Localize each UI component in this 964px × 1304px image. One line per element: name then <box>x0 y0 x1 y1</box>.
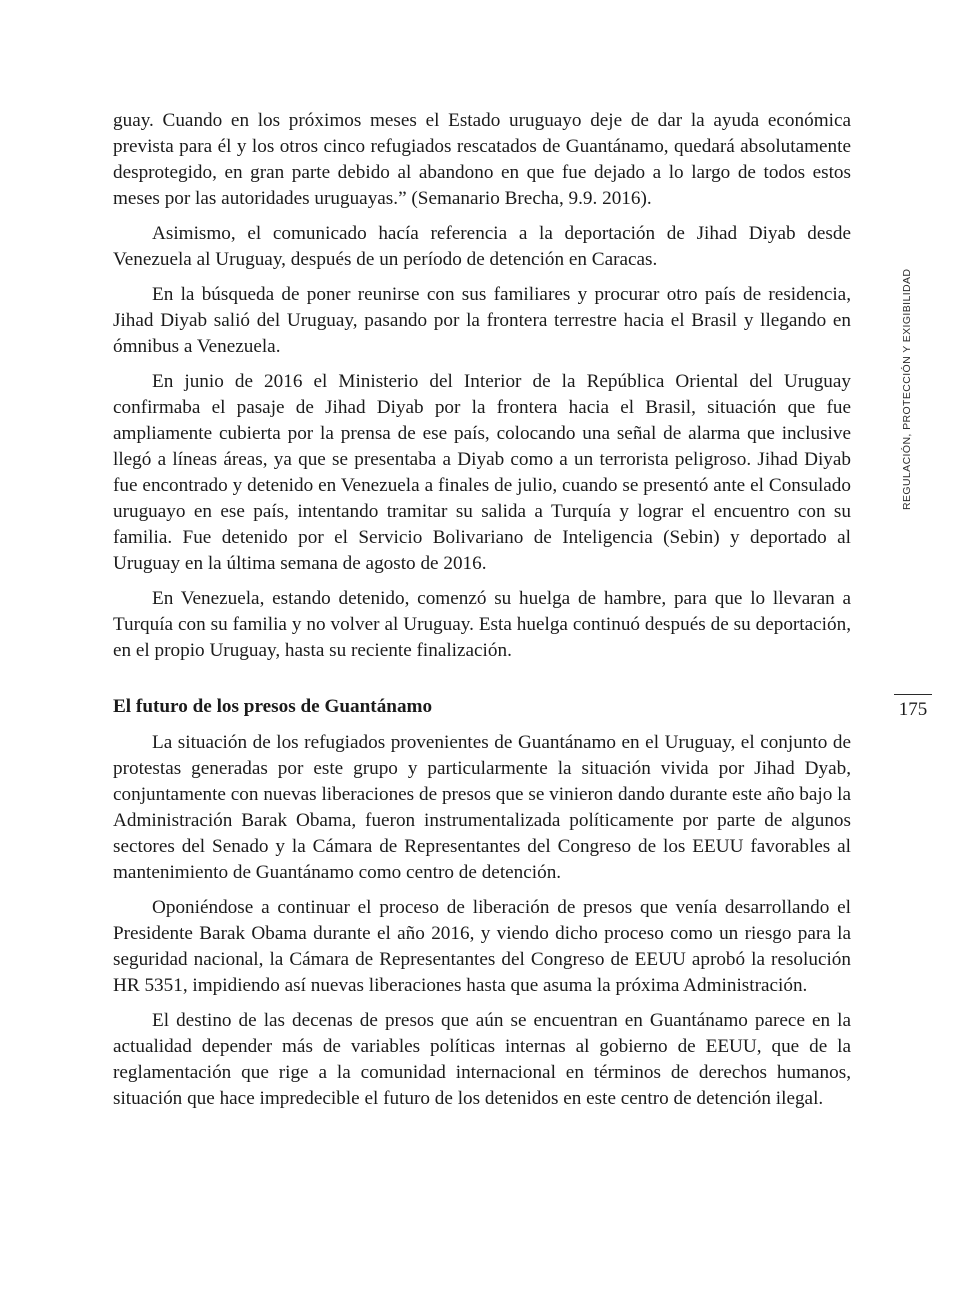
paragraph-continuation: guay. Cuando en los próximos meses el Estado uruguayo deje de dar la ayuda económica prevista para él y los otros cinco refugiados rescatados de Guantánamo, quedará absolutamente desprotegido, en gran parte debido al abandono en que fue dejado a lo largo de todos estos meses por las autoridades uruguayas.” (Semanario Brecha, 9.9. 2016). <box>113 110 851 209</box>
paragraph-deportation-reference: Asimismo, el comunicado hacía referencia a la deportación de Jihad Diyab desde Venezuela al Uruguay, después de un período de detención en Caracas. <box>113 223 851 270</box>
paragraph-hr-5351: Oponiéndose a continuar el proceso de liberación de presos que venía desarrollando el Presidente Barak Obama durante el año 2016, y viendo dicho proceso como un riesgo para la seguridad nacional, la Cámara de Representantes del Congreso de EEUU aprobó la resolución HR 5351, impidiendo así nuevas liberaciones hasta que asuma la próxima Administración. <box>113 897 851 996</box>
paragraph-hunger-strike: En Venezuela, estando detenido, comenzó su huelga de hambre, para que lo llevaran a Turquía con su familia y no volver al Uruguay. Esta huelga continuó después de su deportación, en el propio Uruguay, hasta su reciente finalización. <box>113 588 851 661</box>
paragraph-refugees-situation: La situación de los refugiados provenientes de Guantánamo en el Uruguay, el conjunto de protestas generadas por este grupo y particularmente la situación vivida por Jihad Dyab, conjuntamente con nuevas liberaciones de presos que se vinieron dando durante este año bajo la Administración Barak Obama, fueron instrumentalizada políticamente por parte de algunos sectores del Senado y la Cámara de Representantes del Congreso de los EEUU favorables al mantenimiento de Guantánamo como centro de detención. <box>113 732 851 883</box>
paragraph-prisoners-destiny: El destino de las decenas de presos que aún se encuentran en Guantánamo parece en la actualidad depender más de variables políticas internas al gobierno de EEUU, que de la reglamentación que rige a la comunidad internacional en términos de derechos humanos, situación que hace impredecible el futuro de los detenidos en este centro de detención ilegal. <box>113 1010 851 1109</box>
running-side-header: REGULACIÓN, PROTECCIÓN Y EXIGIBILIDAD <box>901 268 913 510</box>
paragraph-june-2016: En junio de 2016 el Ministerio del Interior de la República Oriental del Uruguay confirmaba el pasaje de Jihad Diyab por la frontera hacia el Brasil, situación que fue ampliamente cubierta por la prensa de ese país, colocando una señal de alarma que inclusive llegó a líneas áreas, ya que se presentaba a Diyab como a un terrorista peligroso. Jihad Diyab fue encontrado y detenido en Venezuela a finales de julio, cuando se presentó ante el Consulado uruguayo en ese país, intentando tramitar su salida a Turquía y lograr el encuentro con su familia. Fue detenido por el Servicio Bolivariano de Inteligencia (Sebin) y deportado al Uruguay en la última semana de agosto de 2016. <box>113 371 851 574</box>
body-text <box>113 108 851 1121</box>
page-number: 175 <box>898 699 928 720</box>
paragraph-family-search: En la búsqueda de poner reunirse con sus familiares y procurar otro país de residencia, Jihad Diyab salió del Uruguay, pasando por la frontera terrestre hacia el Brasil y llegando en ómnibus a Venezuela. <box>113 284 851 357</box>
section-heading: El futuro de los presos de Guantánamo <box>113 696 433 717</box>
page-number-rule <box>894 694 932 695</box>
